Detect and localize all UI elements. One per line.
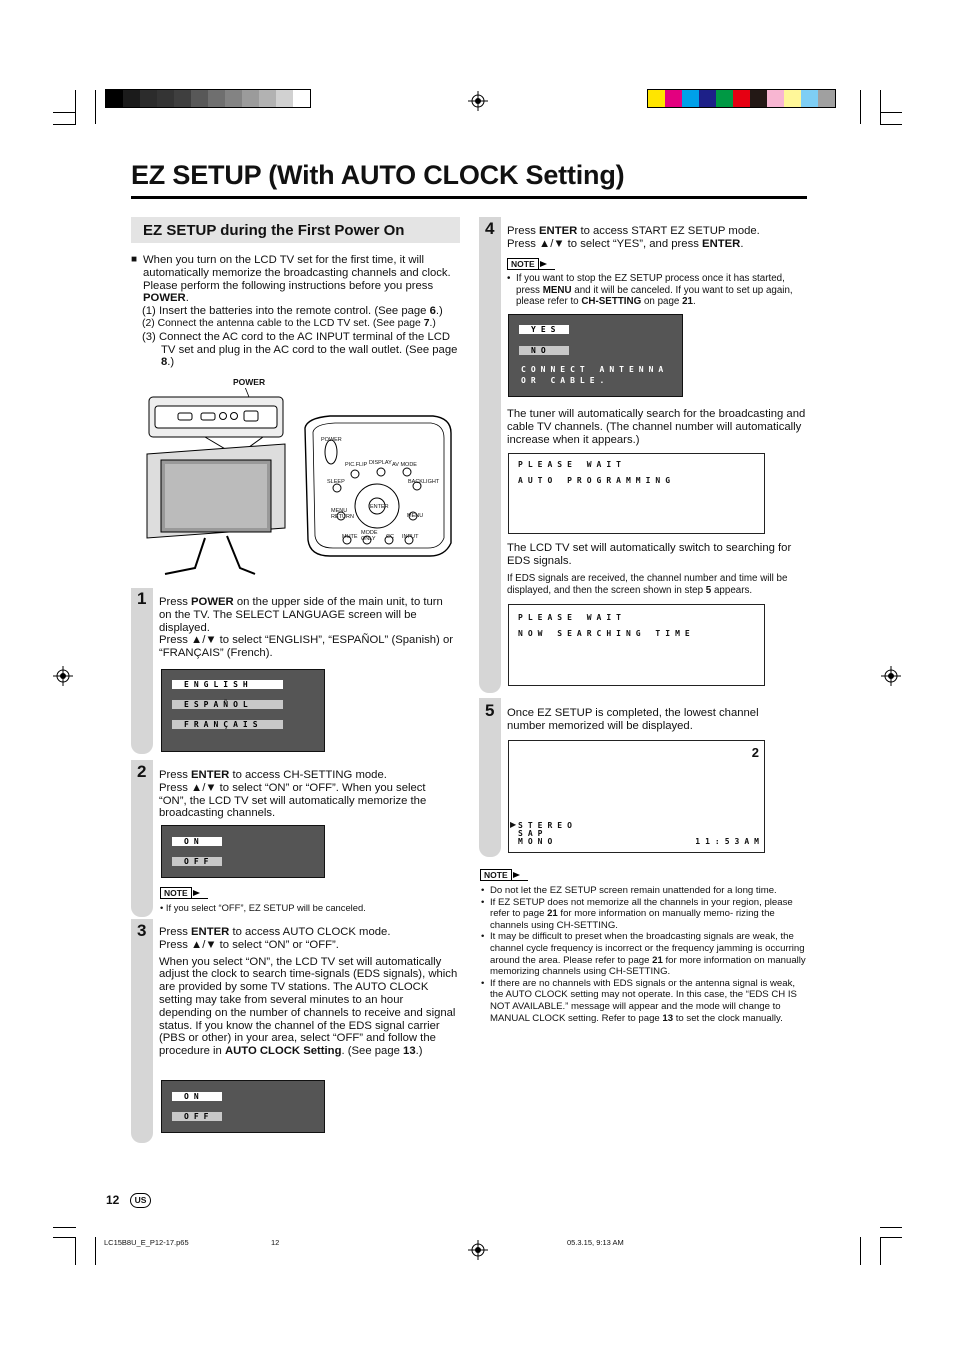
step4-text-c: Press ▲/▼ to select “YES”, and press: [507, 237, 703, 250]
step4-enter: ENTER: [539, 225, 578, 237]
step1-text-b: on the upper side of the main unit, to turn on the TV. The SELECT LANGUAGE screen will be displayed.: [159, 596, 443, 634]
option-francais[interactable]: FRANÇAIS: [172, 720, 283, 729]
option-no[interactable]: NO: [519, 346, 569, 355]
note-item: [490, 931, 808, 977]
crop-mark: [860, 1237, 861, 1265]
intro-item-1: (1) Insert the batteries into the remote control. (See page: [142, 305, 430, 318]
region-badge: US: [130, 1193, 151, 1208]
screen-message: NOW SEARCHING TIME: [518, 629, 695, 638]
option-on[interactable]: ON: [172, 1092, 222, 1101]
color-swatch: [191, 90, 208, 107]
note-page: 21: [652, 954, 663, 966]
step-number: 2: [137, 762, 147, 781]
note-item: [490, 885, 808, 897]
step3-enter: ENTER: [191, 926, 230, 938]
grayscale-color-bar: [105, 89, 311, 108]
step4-end: .: [740, 237, 744, 250]
note-tag: NOTE: [480, 869, 512, 881]
intro-item-1-page: 6: [429, 305, 436, 318]
note-text: If there are no channels with EDS signals or the antenna signal is weak, the AUTO CLOCK setting may not operate. In this case, the “EDS CH IS NOT AVAILABLE.” message will appear and the mode will change to MANUAL CLOCK setting. Refer to page: [490, 977, 797, 1024]
step3-page-num: 13: [403, 1045, 416, 1058]
step-number: 5: [485, 701, 495, 720]
step4-text-a: Press: [507, 225, 540, 237]
bottom-notes: [490, 885, 808, 1024]
step4-eds-a: If EDS signals are received, the channel number and time will be displayed, and then the screen shown in step: [507, 573, 788, 596]
step1-text-a: Press: [159, 596, 192, 608]
start-ez-setup-screen: [508, 314, 683, 397]
crop-mark: [880, 1237, 902, 1238]
note-text: to set the clock manually.: [673, 1012, 783, 1024]
power-label: POWER: [233, 377, 266, 387]
step4-eds-text: [507, 573, 810, 596]
footer-date: 05.3.15, 9:13 AM: [567, 1238, 624, 1247]
step4-tuner-text: The tuner will automatically search for the broadcasting and cable TV channels. (The channel number will automatically increase when it appears.): [507, 408, 806, 446]
note-page: 21: [547, 908, 558, 920]
note-underline: [480, 880, 528, 881]
remote-label: MENU RETURN: [331, 508, 354, 520]
step4-note-e: on page: [641, 296, 683, 307]
step4-eds-step: 5: [705, 584, 712, 596]
option-yes[interactable]: YES: [519, 325, 569, 334]
color-swatch: [682, 90, 699, 107]
intro-item-1-end: .): [435, 305, 443, 318]
color-swatch: [699, 90, 716, 107]
step-bar: [479, 698, 501, 857]
step3-see-page: . (See page: [341, 1045, 404, 1058]
color-swatch: [157, 90, 174, 107]
step-bar: [131, 760, 153, 917]
remote-label: MODE ONLY: [361, 530, 378, 542]
note-text: for more information on manually memorizing channels using CH-SETTING.: [490, 954, 806, 978]
step-number: 1: [137, 589, 147, 608]
intro-paragraph: When you turn on the LCD TV set for the first time, it will automatically memorize the broadcasting channels and clock.: [143, 254, 451, 279]
step4-text: [507, 225, 807, 251]
color-swatch: [801, 90, 818, 107]
selector-arrow-icon: ▶: [510, 820, 517, 829]
color-swatch: [818, 90, 835, 107]
remote-label: AV MODE: [392, 462, 417, 468]
crop-mark: [880, 90, 881, 124]
note-tag: NOTE: [507, 258, 539, 270]
crop-mark: [95, 90, 96, 124]
section-heading: [131, 217, 460, 243]
step-bar: [131, 588, 153, 754]
step3-text-a: Press: [159, 926, 192, 938]
intro-item-2-end: .): [429, 317, 436, 329]
clock-time: 11:53AM: [695, 837, 764, 846]
audio-stereo: STEREO: [518, 821, 577, 830]
step4-note-c: and it will be canceled. If you want to set up again, please refer to: [516, 284, 793, 307]
color-swatch: [276, 90, 293, 107]
step4-eds-c: appears.: [711, 584, 753, 596]
remote-label: BACKLIGHT: [408, 479, 440, 485]
step2-text-a: Press: [159, 769, 192, 781]
crop-mark: [53, 1227, 76, 1228]
step3-text: [159, 926, 459, 1058]
color-swatch: [293, 90, 310, 107]
color-swatch: [767, 90, 784, 107]
step3-text-b: to access AUTO CLOCK mode.: [229, 926, 391, 938]
searching-time-screen: [508, 604, 765, 686]
step1-text-c: Press ▲/▼ to select “ENGLISH”, “ESPAÑOL” (Spanish) or “FRANÇAIS” (French).: [159, 634, 453, 660]
step3-paragraph: When you select “ON”, the LCD TV set will automatically adjust the clock to search time-signals (EDS signals), which are provided by some TV stations. The AUTO CLOCK setting may take from several minutes to an hour depending on the number of channels to receive and signal status. If you know the channel of the EDS signal carrier (PBS or other) in your area, select “OFF” and follow the procedure in: [159, 955, 458, 1058]
remote-label: MENU: [407, 513, 424, 519]
registration-mark-icon: [468, 91, 488, 111]
crop-mark: [880, 112, 902, 113]
option-english[interactable]: ENGLISH: [172, 680, 283, 689]
color-swatch: [716, 90, 733, 107]
footer-page: 12: [271, 1238, 280, 1247]
option-on[interactable]: ON: [172, 837, 222, 846]
step3-auto-clock: AUTO CLOCK Setting: [224, 1045, 342, 1058]
color-swatch: [106, 90, 123, 107]
note-text: If EZ SETUP does not memorize all the channels in your region, please refer to page: [490, 896, 793, 920]
process-color-bar: [647, 89, 836, 108]
section-heading-text: EZ SETUP during the First Power On: [143, 222, 405, 239]
remote-label: MUTE: [342, 534, 358, 540]
crop-mark: [880, 1227, 902, 1228]
screen-message: PLEASE WAIT: [518, 460, 626, 469]
color-swatch: [259, 90, 276, 107]
title-rule: [131, 196, 807, 199]
option-off[interactable]: OFF: [172, 857, 222, 866]
remote-label: DISPLAY: [369, 460, 392, 466]
color-swatch: [208, 90, 225, 107]
note-text: for more information on manually memo- rizing the channels using CH-SETTING.: [490, 908, 775, 931]
note-underline: [160, 898, 208, 899]
screen-message: PLEASE WAIT: [518, 613, 626, 622]
note-underline: [507, 269, 555, 270]
step3-end: .): [415, 1045, 423, 1058]
step-bar: [131, 919, 153, 1143]
step3-text-c: Press ▲/▼ to select “ON” or “OFF”.: [159, 938, 339, 951]
registration-mark-icon: [881, 666, 901, 686]
step4-note-ch-setting: CH-SETTING: [581, 296, 642, 307]
page-number: 12: [106, 1193, 120, 1207]
color-swatch: [242, 90, 259, 107]
step-number: 4: [485, 219, 495, 238]
screen-message: OR CABLE.: [521, 376, 610, 385]
step4-enter-2: ENTER: [702, 237, 741, 250]
step2-text-c: Press ▲/▼ to select “ON” or “OFF”. When you select “ON”, the LCD TV set will automatically memorize the broadcasting channels.: [159, 781, 427, 820]
intro-item-3: (3) Connect the AC cord to the AC INPUT terminal of the LCD TV set and plug in the AC cord to the wall outlet. (See page: [142, 330, 458, 356]
note-text: Do not let the EZ SETUP screen remain unattended for a long time.: [490, 885, 777, 896]
crop-mark: [53, 112, 76, 113]
remote-label: CC: [386, 534, 394, 540]
note-page: 13: [662, 1012, 674, 1024]
step2-text-b: to access CH-SETTING mode.: [229, 769, 387, 781]
note-item: [490, 978, 808, 1024]
step2-note-text: If you select “OFF”, EZ SETUP will be canceled.: [165, 902, 366, 913]
color-swatch: [784, 90, 801, 107]
step4-lcd-text: The LCD TV set will automatically switch to searching for EDS signals.: [507, 542, 792, 567]
intro-item-2-page: 7: [423, 317, 430, 329]
color-swatch: [225, 90, 242, 107]
remote-label: ENTER: [370, 504, 389, 510]
crop-mark: [880, 124, 902, 125]
step1-power: POWER: [191, 596, 234, 608]
remote-label: SLEEP: [327, 479, 345, 485]
crop-mark: [860, 90, 861, 124]
step4-text-b: to access START EZ SETUP mode.: [577, 225, 760, 237]
auto-clock-screen: [161, 1080, 325, 1133]
step1-text: [159, 596, 455, 660]
intro-item-2: (2) Connect the antenna cable to the LCD TV set. (See page: [142, 317, 424, 329]
step2-enter: ENTER: [191, 769, 230, 781]
intro-text: ■ When you turn on the LCD TV set for the first time, it will automatically memorize the broadcasting channels and clock. Please perform the following instructions before you press POWER. (1) Insert the batteries into the remote control. (See page 6.) (2) Connect the antenna cable to the LCD TV set. (See page 7.) (3) Connect the AC cord to the AC INPUT terminal of the LCD TV set and plug in the AC cord to the wall outlet. (See page 8.): [131, 254, 458, 369]
language-screen: [161, 669, 325, 752]
registration-mark-icon: [468, 1240, 488, 1260]
option-espanol[interactable]: ESPAÑOL: [172, 700, 283, 709]
step2-note: • If you select “OFF”, EZ SETUP will be canceled.: [160, 902, 366, 913]
step2-text: [159, 769, 455, 820]
step4-note-end: .: [693, 296, 696, 307]
auto-programming-screen: [508, 453, 765, 534]
note-text: It may be difficult to preset when the broadcasting signals are weak, the channel cycle frequency is incorrect or the frequency jamming is occurring around the area. Please refer to page: [490, 931, 805, 966]
screen-message: AUTO PROGRAMMING: [518, 476, 676, 485]
step4-note-a: If you want to stop the EZ SETUP process once it has started, press: [516, 273, 785, 296]
color-swatch: [750, 90, 767, 107]
step4-note: [516, 273, 801, 308]
page-title: EZ SETUP (With AUTO CLOCK Setting): [131, 160, 625, 190]
crop-mark: [53, 124, 76, 125]
note-item: [490, 897, 808, 932]
screen-message: CONNECT ANTENNA: [521, 365, 669, 374]
color-swatch: [665, 90, 682, 107]
step4-note-menu: MENU: [542, 284, 572, 296]
intro-power: POWER: [143, 292, 186, 305]
channel-display-screen: [508, 740, 765, 853]
option-off[interactable]: OFF: [172, 1112, 222, 1121]
intro-instruction: Please perform the following instructions before you press: [143, 279, 434, 292]
step5-text: Once EZ SETUP is completed, the lowest channel number memorized will be displayed.: [507, 707, 759, 732]
intro-item-3-end: .): [167, 356, 175, 369]
audio-mono: MONO: [518, 837, 558, 846]
channel-number: 2: [751, 745, 759, 760]
remote-label: PIC.FLIP: [345, 462, 368, 468]
crop-mark: [95, 1237, 96, 1265]
step-bar: [479, 217, 501, 693]
crop-mark: [880, 1237, 881, 1265]
step-number: 3: [137, 921, 147, 940]
note-tag: NOTE: [160, 887, 192, 899]
intro-item-3-page: 8: [161, 356, 168, 369]
color-swatch: [123, 90, 140, 107]
remote-label: INPUT: [402, 534, 419, 540]
color-swatch: [648, 90, 665, 107]
crop-mark: [53, 1237, 76, 1238]
color-swatch: [140, 90, 157, 107]
crop-mark: [75, 90, 76, 124]
audio-sap: SAP: [518, 829, 548, 838]
color-swatch: [174, 90, 191, 107]
footer-file: LC15B8U_E_P12-17.p65: [104, 1238, 189, 1247]
intro-period: .: [185, 292, 189, 305]
color-swatch: [733, 90, 750, 107]
step4-note-page: 21: [682, 296, 693, 307]
ch-setting-screen: [161, 825, 325, 878]
remote-label: POWER: [321, 437, 342, 443]
crop-mark: [75, 1237, 76, 1265]
registration-mark-icon: [53, 666, 73, 686]
